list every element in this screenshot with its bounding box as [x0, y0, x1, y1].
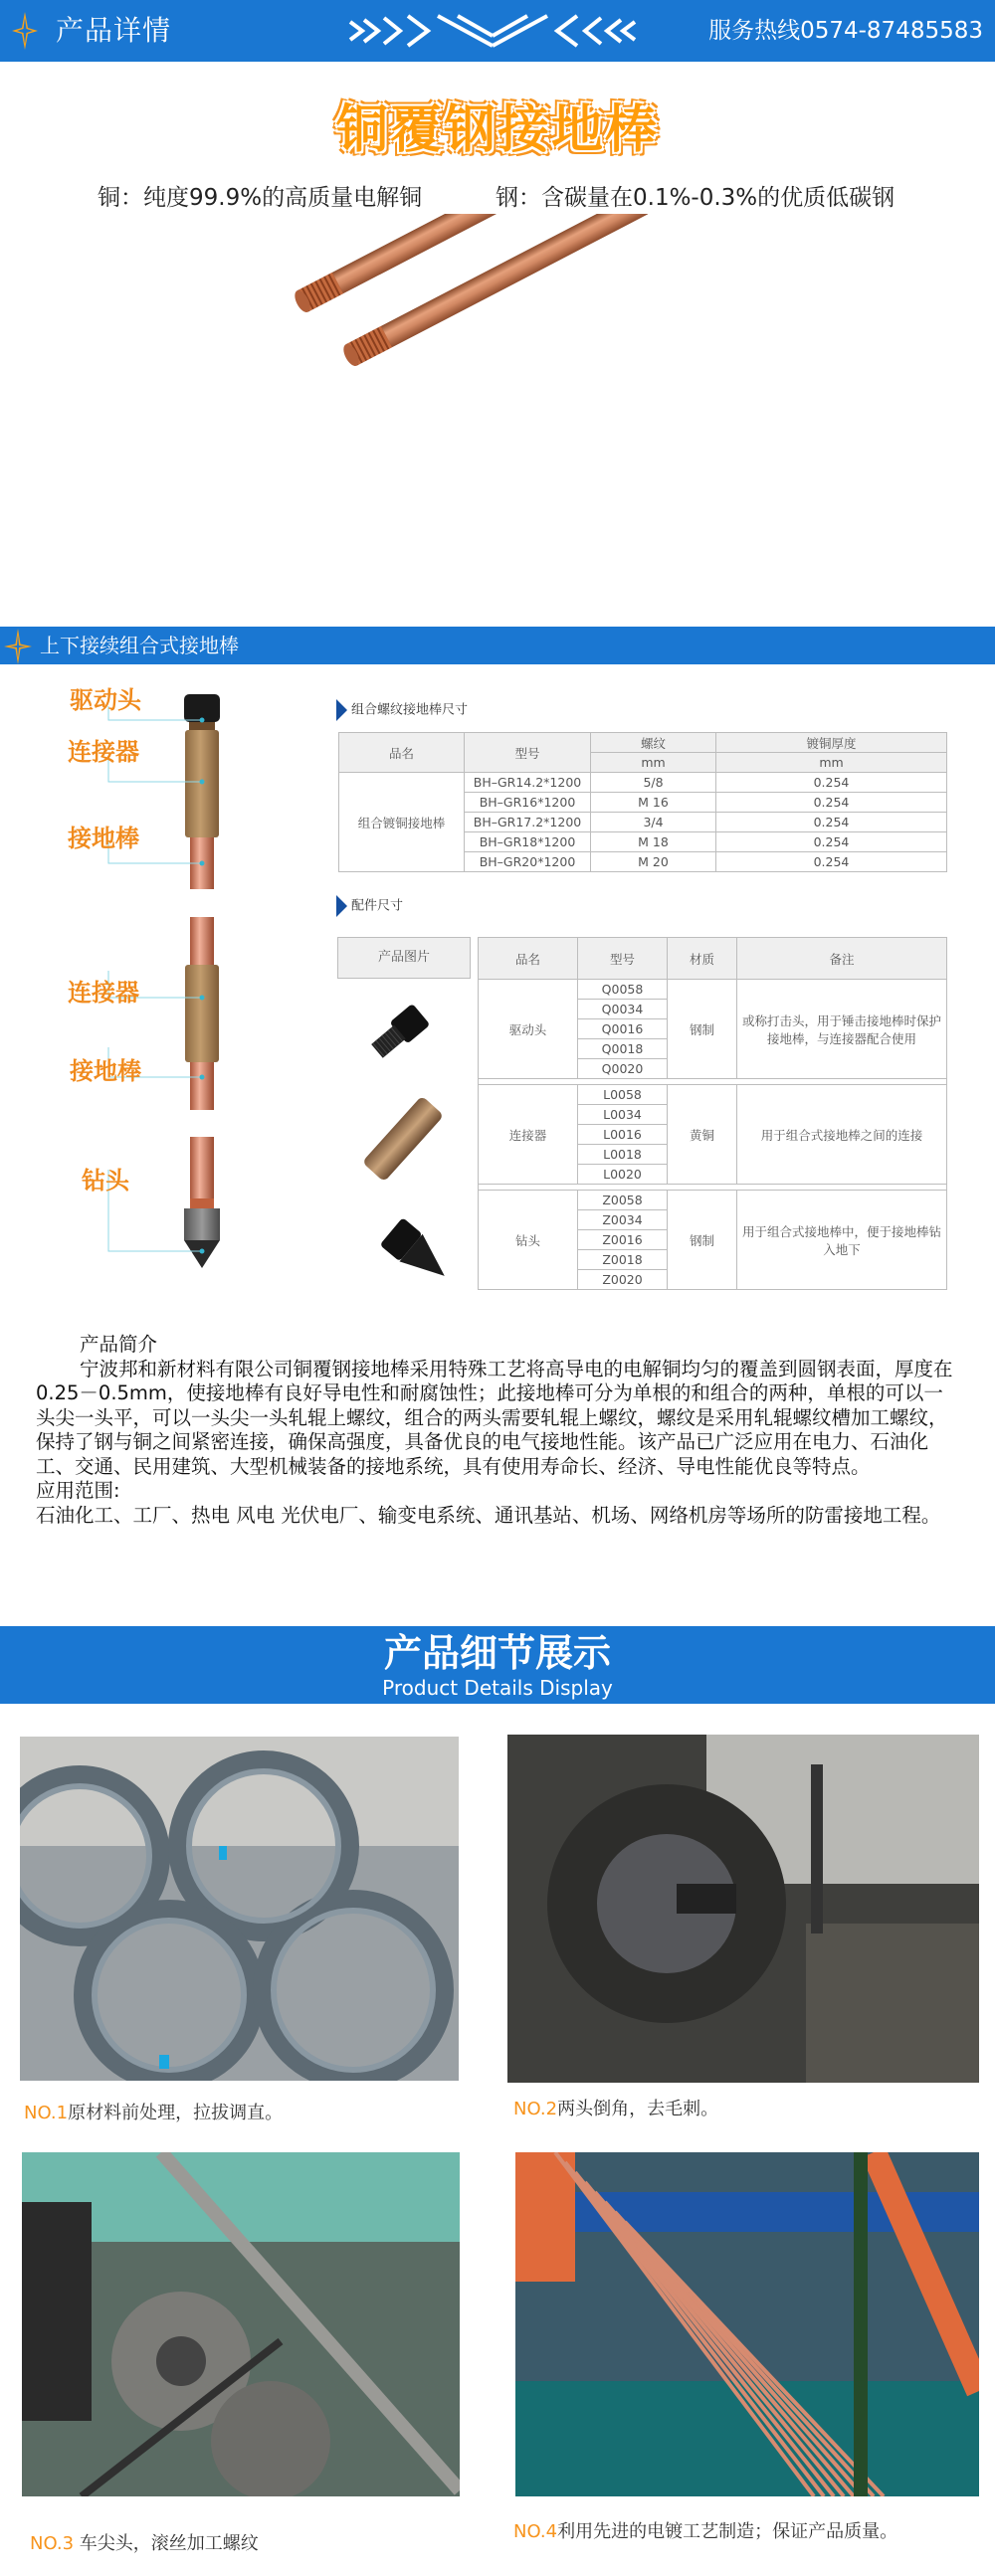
section-bar-combined-rod — [0, 627, 995, 664]
label-connector: 连接器 — [68, 979, 139, 1007]
section-title: 上下接续组合式接地棒 — [40, 634, 239, 657]
connector-photo — [348, 1084, 458, 1194]
label-ground-rod: 接地棒 — [68, 825, 139, 852]
label-connector: 连接器 — [68, 738, 139, 766]
table-row: Q0020 — [479, 1059, 947, 1079]
table-row: BH–GR18*1200 M 18 0.254 — [339, 832, 947, 852]
product-picture-header: 产品图片 — [337, 937, 471, 979]
table2-heading: 配件尺寸 — [336, 895, 403, 918]
drill-head-photo — [348, 1203, 458, 1293]
copper-rods-image — [239, 214, 816, 572]
application-body: 石油化工、工厂、热电 风电 光伏电厂、输变电系统、通讯基站、机场、网络机房等场所的防雷接地工程。 — [36, 1503, 941, 1527]
table-row: L0016 — [479, 1125, 947, 1145]
table-row: Z0018 — [479, 1250, 947, 1270]
table-row: BH–GR17.2*1200 3/4 0.254 — [339, 813, 947, 832]
triangle-marker-icon — [336, 895, 347, 917]
intro-heading: 产品简介 — [80, 1333, 158, 1356]
lathe-chamfer-photo — [507, 1735, 979, 2083]
table-row: Z0034 — [479, 1210, 947, 1230]
header-title: 产品详情 — [56, 14, 172, 47]
detail-caption-4: NO.4利用先进的电镀工艺制造；保证产品质量。 — [513, 2521, 898, 2542]
application-heading: 应用范围: — [36, 1479, 120, 1502]
table-row: Z0020 — [479, 1270, 947, 1290]
chevron-arrows-decoration — [348, 14, 637, 48]
intro-body: 宁波邦和新材料有限公司铜覆钢接地棒采用特殊工艺将高导电的电解铜均匀的覆盖到圆钢表面，厚度在0.25－0.5mm，使接地棒有良好导电性和耐腐蚀性；此接地棒可分为单根的和组合的两种，单根的可以一头尖一头平，可以一头尖一头轧辊上螺纹，组合的两头需要轧辊上螺纹，螺纹是采用轧辊螺纹槽加工螺纹，保持了钢与铜之间紧密连接，确保高强度，具备优良的电气接地性能。该产品已广泛应用在电力、石油化工、交通、民用建筑、大型机械装备的接地系统，具有使用寿命长、经济、导电性能优良等特点。 — [36, 1357, 953, 1478]
table1-heading: 组合螺纹接地棒尺寸 — [336, 699, 468, 722]
steel-spec: 钢：含碳量在0.1%-0.3%的优质低碳钢 — [496, 185, 896, 211]
label-ground-rod: 接地棒 — [70, 1057, 141, 1085]
details-title-en: Product Details Display — [382, 1676, 613, 1700]
detail-caption-3: NO.3 车尖头，滚丝加工螺纹 — [30, 2533, 259, 2554]
triangle-marker-icon — [336, 699, 347, 721]
table-row: BH–GR20*1200 M 20 0.254 — [339, 852, 947, 872]
detail-caption-1: NO.1原材料前处理，拉拔调直。 — [24, 2103, 284, 2123]
table-row: Q0034 — [479, 1000, 947, 1019]
combined-rod-size-table: 品名 型号 螺纹 镀铜厚度 mm mm 组合镀铜接地棒 BH–GR14.2*1200 5/8 0.254 BH–GR16*1200 M 16 0.254 BH–GR17.2*1200 3/4 0.254 BH–GR18*1200 M 18 0.254 BH–GR20*1200 M 20 0.254 — [338, 732, 947, 872]
table-row: Z0016 — [479, 1230, 947, 1250]
copper-spec: 铜：纯度99.9%的高质量电解铜 — [98, 185, 423, 211]
table-row: BH–GR16*1200 M 16 0.254 — [339, 793, 947, 813]
label-drill-head: 钻头 — [82, 1167, 129, 1195]
details-banner — [0, 1626, 995, 1704]
four-point-star-icon — [12, 12, 38, 50]
wire-coils-photo — [20, 1737, 459, 2081]
label-drive-head: 驱动头 — [70, 686, 141, 714]
assembly-rod-illustration — [0, 666, 328, 1303]
header-bar — [0, 0, 995, 62]
table-row: L0034 — [479, 1105, 947, 1125]
table-row: L0018 — [479, 1145, 947, 1165]
table-row: 组合镀铜接地棒 BH–GR14.2*1200 5/8 0.254 — [339, 773, 947, 793]
accessory-size-table: 品名 型号 材质 备注 驱动头 Q0058 钢制 或称打击头，用于锤击接地棒时保护接地棒，与连接器配合使用 Q0034 Q0016 Q0018 Q0020 连接器 L0058 黄铜 用于组合式接地棒之间的连接 L0034 L0016 L0018 L0020 钻头 Z0058 钢制 用于组合式接地棒中，便于接地棒钻入地下 Z0034 Z0016 Z0018 Z0020 — [478, 937, 947, 1290]
table-row: 驱动头 Q0058 钢制 或称打击头，用于锤击接地棒时保护接地棒，与连接器配合使用 — [479, 980, 947, 1000]
four-point-star-icon — [4, 629, 32, 664]
electroplating-photo — [515, 2152, 979, 2496]
drive-head-photo — [348, 985, 458, 1074]
assembly-diagram — [0, 666, 328, 1303]
product-title: 铜覆钢接地棒 — [335, 100, 659, 160]
product-intro — [36, 1333, 961, 1528]
table-row: L0020 — [479, 1165, 947, 1185]
details-title-cn: 产品细节展示 — [383, 1631, 611, 1675]
table-row: 连接器 L0058 黄铜 用于组合式接地棒之间的连接 — [479, 1085, 947, 1105]
table-row: Q0016 — [479, 1019, 947, 1039]
detail-caption-2: NO.2两头倒角，去毛刺。 — [513, 2099, 719, 2119]
table-row: 钻头 Z0058 钢制 用于组合式接地棒中，便于接地棒钻入地下 — [479, 1191, 947, 1210]
thread-rolling-photo — [22, 2152, 460, 2496]
service-hotline[interactable]: 服务热线0574-87485583 — [708, 18, 983, 44]
table-row: Q0018 — [479, 1039, 947, 1059]
